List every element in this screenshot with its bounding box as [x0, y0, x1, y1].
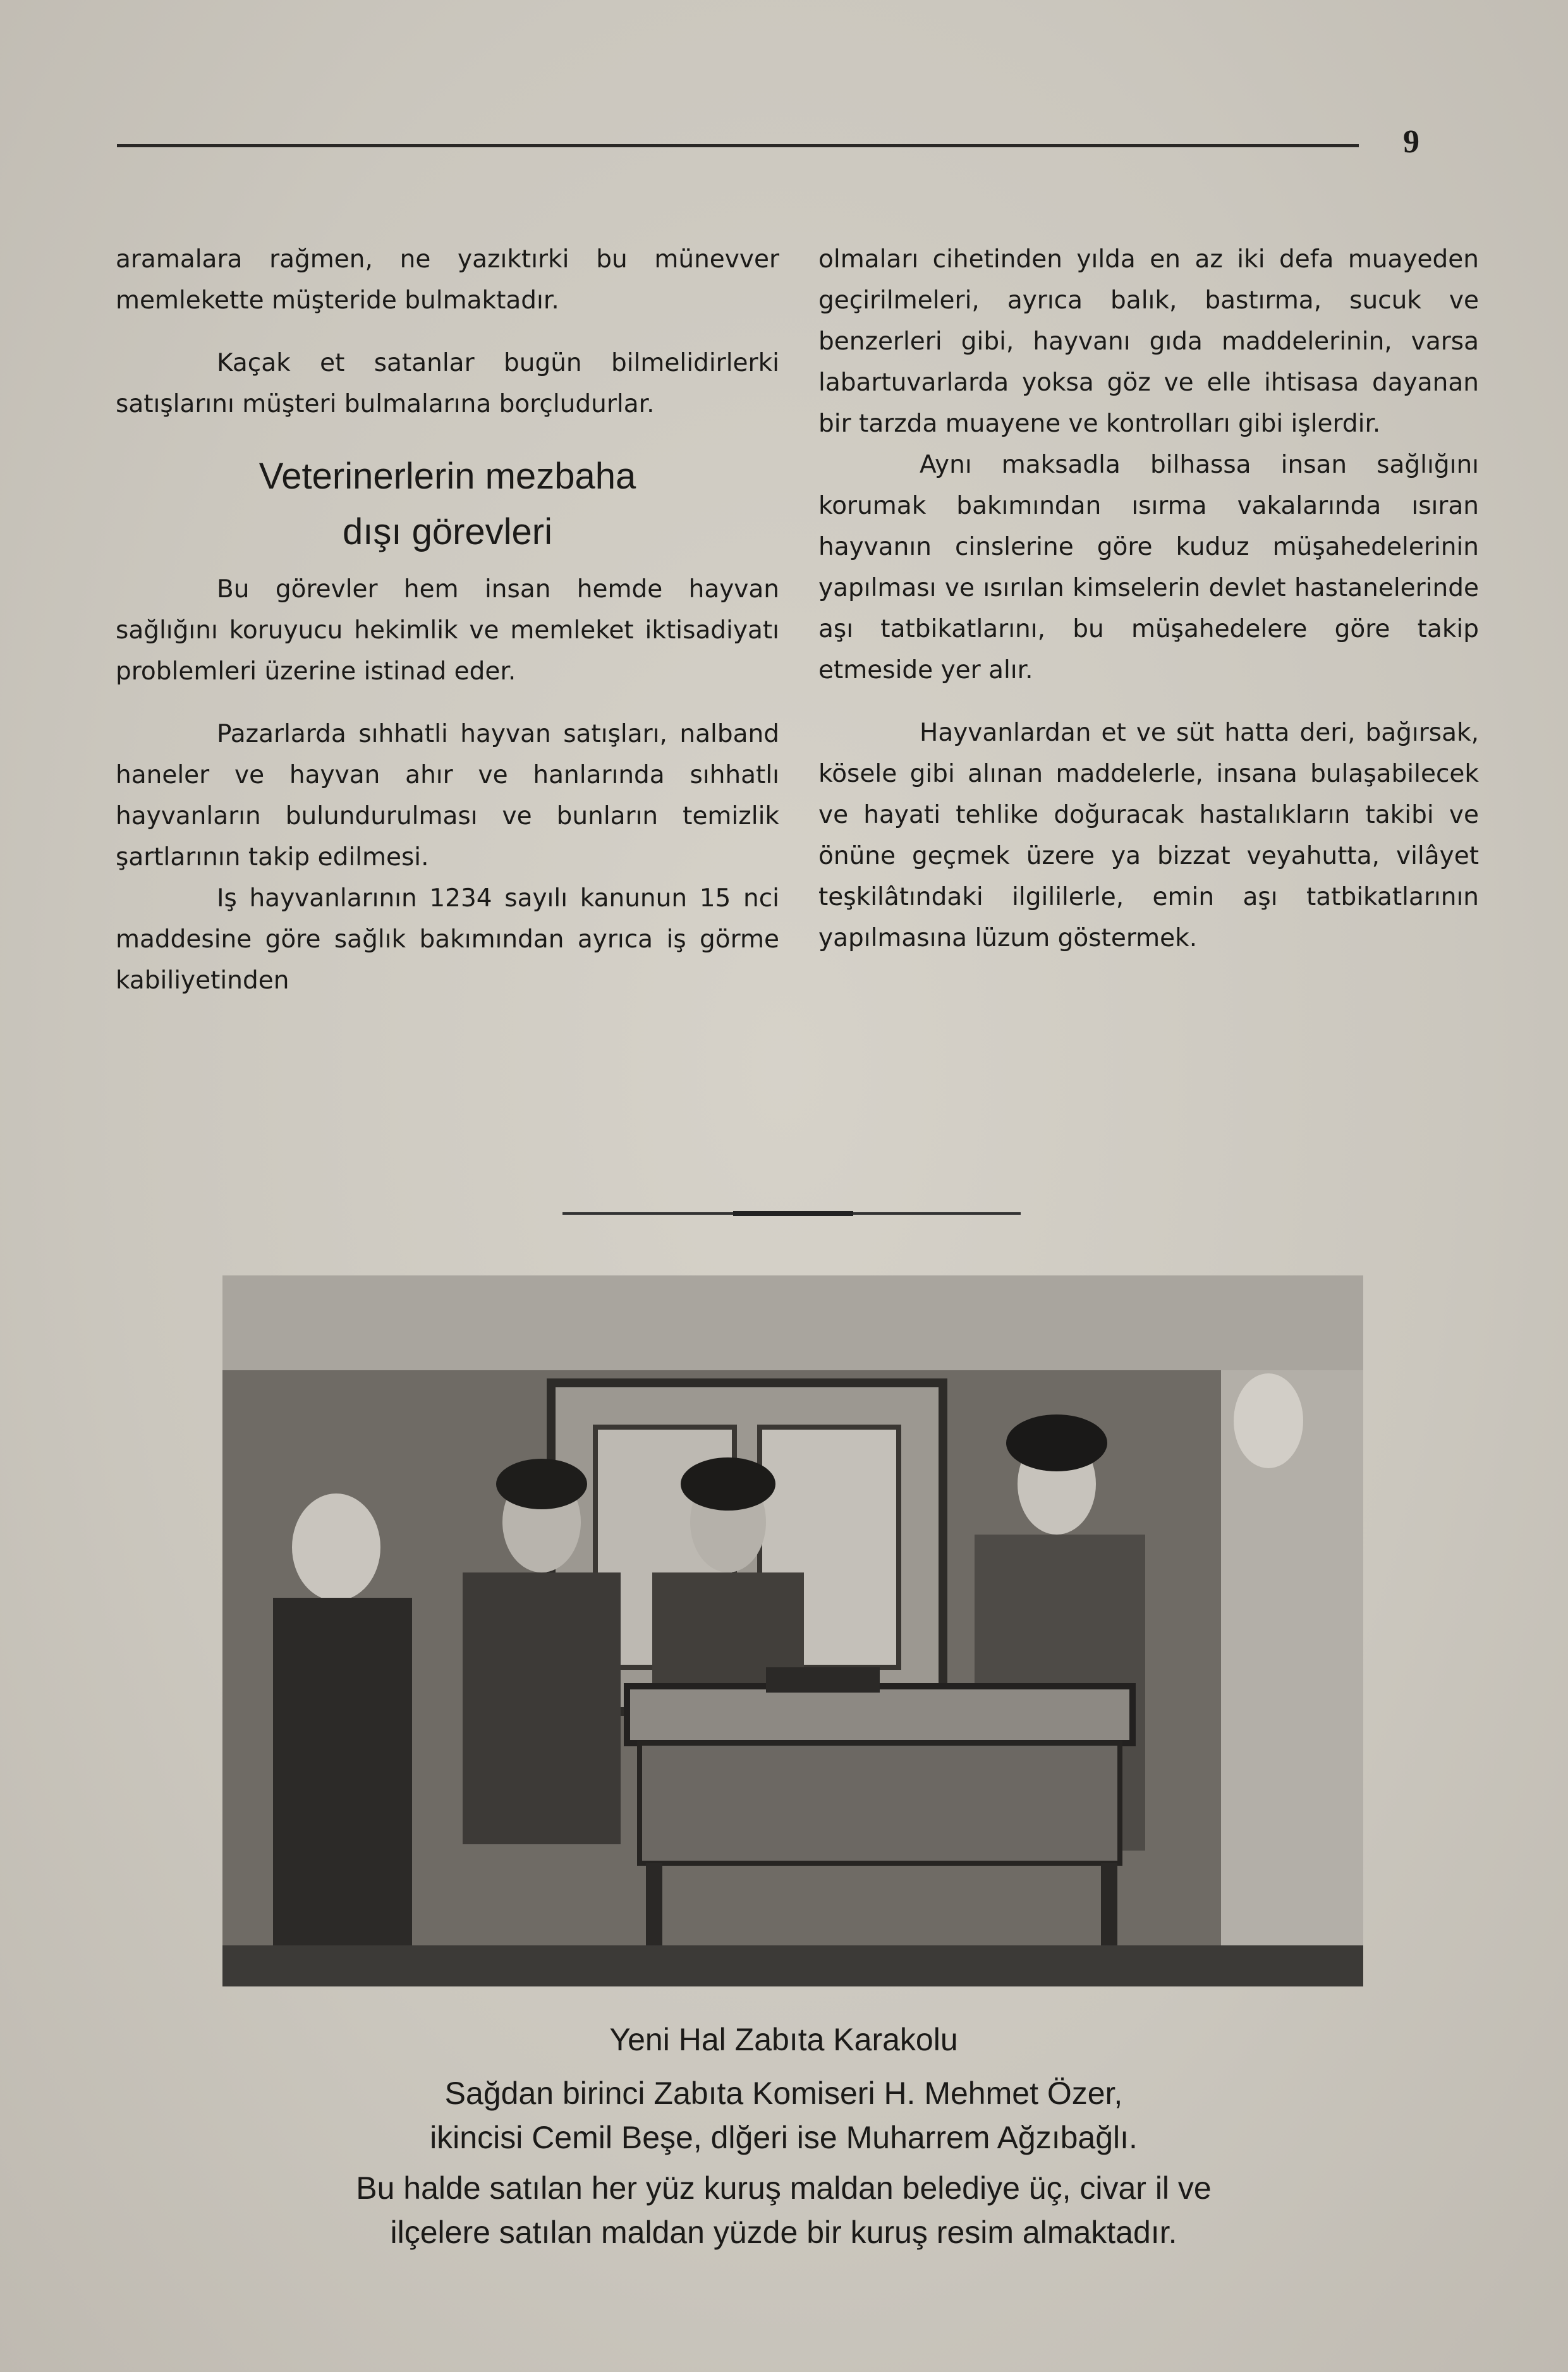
page-number: 9 [1403, 124, 1419, 160]
section-divider-accent [733, 1211, 853, 1216]
left-column [116, 239, 779, 1001]
photo-caption-line-3: Bu halde satılan her yüz kuruş maldan belediye üç, civar il ve [356, 2170, 1212, 2206]
right-paragraph-1: olmaları cihetinden yılda en az iki defa muayeden geçirilmeleri, ayrıca balık, bastırma, sucuk ve benzerleri gibi, hayvanı gıda maddelerinin, varsa labartuvarlarda yoksa göz ve elle ihtisasa dayanan bir tarzda muayene ve kontrolları gibi işlerdir. [818, 245, 1479, 438]
photo-caption-line-2: ikincisi Cemil Beşe, dlğeri ise Muharrem Ağzıbağlı. [430, 2120, 1138, 2155]
left-paragraph-5: Iş hayvanlarının 1234 sayılı kanunun 15 nci maddesine göre sağlık bakımından ayrıca iş görme kabiliyetinden [116, 884, 779, 995]
section-heading-line-2: dışı görevleri [342, 511, 553, 552]
section-heading [116, 449, 779, 560]
left-paragraph-3: Bu görevler hem insan hemde hayvan sağlığını koruyucu hekimlik ve memleket iktisadiyatı problemleri üzerine istinad eder. [116, 575, 779, 686]
right-column [818, 239, 1479, 959]
left-paragraph-1: aramalara rağmen, ne yazıktırki bu münevver memlekette müşteride bulmaktadır. [116, 245, 779, 315]
photo-caption-title: Yeni Hal Zabıta Karakolu [609, 2022, 958, 2057]
photo-caption-line-4: ilçelere satılan maldan yüzde bir kuruş resim almaktadır. [390, 2215, 1177, 2250]
right-paragraph-3: Hayvanlardan et ve süt hatta deri, bağırsak, kösele gibi alınan maddelerle, insana bulaşabilecek ve hayati tehlike doğuracak hastalıkların takibi ve önüne geçmek üzere ya bizzat veyahutta, vilâyet teşkilâtındaki ilgililerle, emin aşı tatbikatlarının yapılmasına lüzum göstermek. [818, 719, 1479, 952]
left-paragraph-2: Kaçak et satanlar bugün bilmelidirlerki satışlarını müşteri bulmalarına borçludurlar. [116, 349, 779, 418]
police-station-photo [222, 1275, 1363, 1986]
section-heading-line-1: Veterinerlerin mezbaha [258, 456, 636, 497]
left-paragraph-4: Pazarlarda sıhhatli hayvan satışları, nalband haneler ve hayvan ahır ve hanlarında sıhhatlı hayvanların bulundurulması ve bunların temizlik şartlarının takip edilmesi. [116, 720, 779, 872]
photo-caption-line-1: Sağdan birinci Zabıta Komiseri H. Mehmet Özer, [444, 2076, 1123, 2111]
header-rule [117, 144, 1359, 147]
right-paragraph-2: Aynı maksadla bilhassa insan sağlığını korumak bakımından ısırma vakalarında ısıran hayvanın cinslerine göre kuduz müşahedelerinin yapılması ve ısırılan kimselerin devlet hastanelerinde aşı tatbikatlarını, bu müşahedelere göre takip etmeside yer alır. [818, 451, 1479, 684]
photo-illustration [222, 1275, 1363, 1986]
